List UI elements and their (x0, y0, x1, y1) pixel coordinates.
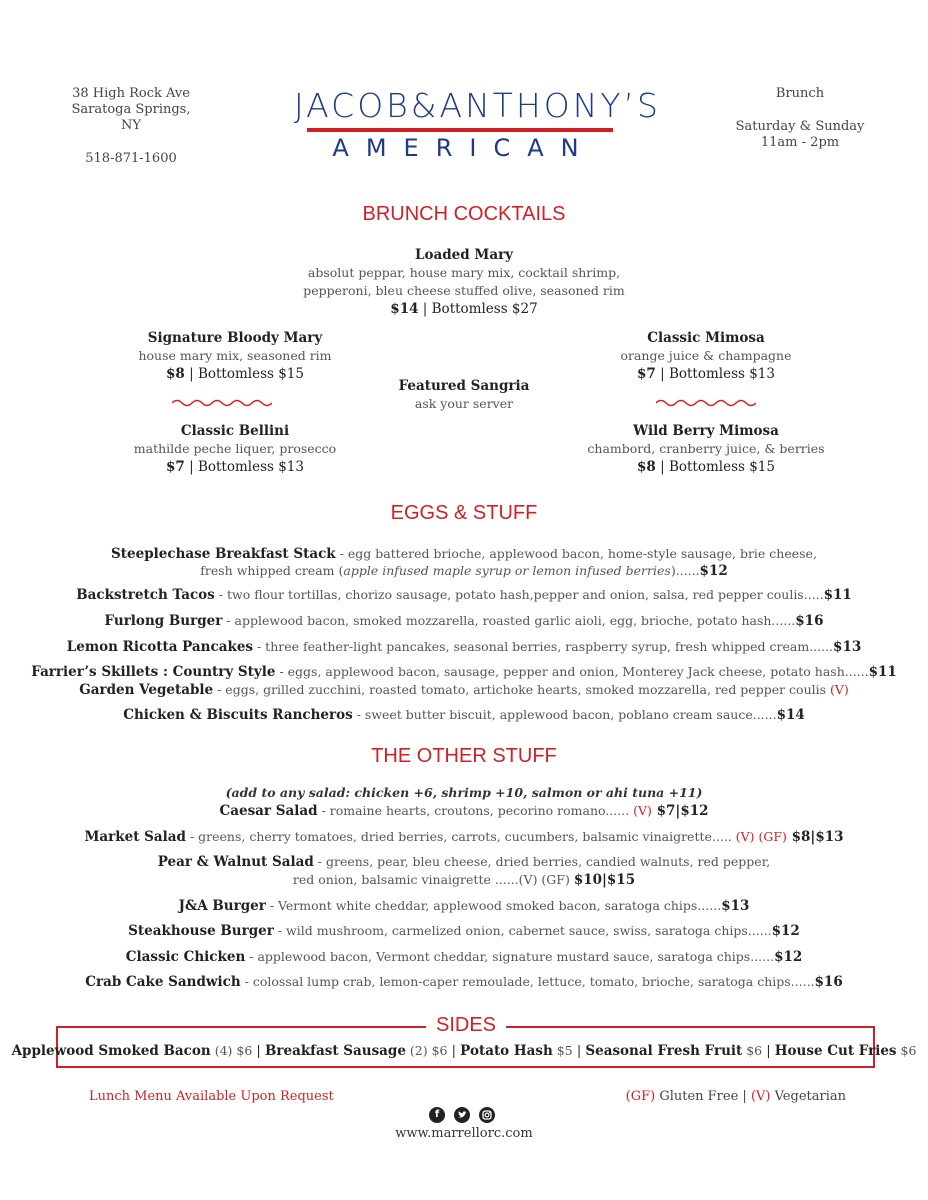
item-price: $12 (699, 563, 728, 579)
item-name: Loaded Mary (414, 247, 514, 263)
twitter-icon[interactable] (454, 1107, 470, 1123)
squiggle-divider-right (656, 398, 756, 408)
item-name: Pear & Walnut Salad (157, 854, 314, 870)
item-desc: red onion, balsamic vinaigrette ......(V) (GF) (292, 872, 574, 887)
separator: | (572, 1044, 586, 1059)
side-price: $6 (431, 1043, 448, 1058)
menu-item-farriers-skillets (0, 663, 928, 681)
item-desc: house mary mix, seasoned rim (138, 348, 332, 363)
lunch-menu-note: Lunch Menu Available Upon Request (89, 1089, 334, 1104)
meal-label: Brunch (775, 86, 825, 101)
item-desc: - romaine hearts, croutons, pecorino romano...... (317, 803, 634, 818)
section-title-eggs: EGGS & STUFF (390, 502, 538, 524)
logo-red-bar (307, 128, 613, 132)
separator: | (422, 301, 428, 317)
vegetarian-label: Vegetarian (770, 1089, 846, 1104)
loaded-mary (0, 246, 928, 318)
diet-legend (560, 1089, 846, 1104)
item-name: Classic Bellini (180, 423, 290, 439)
menu-item-pear-walnut-salad (0, 853, 928, 871)
side-name: House Cut Fries (774, 1043, 897, 1059)
section-title-sides: SIDES (426, 1014, 506, 1037)
item-name: Furlong Burger (104, 613, 223, 629)
paren-open: ( (338, 563, 344, 578)
item-desc-italic: apple infused maple syrup or lemon infused berries (343, 563, 671, 578)
separator: | (762, 1044, 775, 1059)
item-name: Crab Cake Sandwich (85, 974, 241, 990)
item-desc: - colossal lump crab, lemon-caper remoulade, lettuce, tomato, brioche, saratoga chips...... (240, 974, 815, 989)
menu-item-ja-burger (0, 897, 928, 915)
address-line2: Saratoga Springs, NY (71, 102, 191, 133)
menu-item-backstretch-tacos (0, 586, 928, 604)
side-name: Potato Hash (460, 1043, 553, 1059)
item-name: Classic Chicken (125, 949, 246, 965)
item-price: $13 (721, 898, 750, 914)
bottomless-price: Bottomless $15 (197, 366, 304, 382)
phone-number: 518-871-1600 (85, 151, 177, 166)
menu-item-garden-vegetable (0, 681, 928, 699)
item-desc: ask your server (414, 396, 514, 411)
item-desc: - eggs, applewood bacon, sausage, pepper and onion, Monterey Jack cheese, potato hash...... (275, 664, 869, 679)
separator: | (189, 459, 194, 475)
item-desc: fresh whipped cream (200, 563, 339, 578)
item-price: $14 (390, 301, 419, 317)
menu-item-steeplechase-cont (0, 562, 928, 580)
paren-close: ) (670, 563, 676, 578)
bottomless-price: Bottomless $13 (197, 459, 304, 475)
item-desc: - applewood bacon, smoked mozzarella, roasted garlic aioli, egg, brioche, potato hash...... (222, 613, 796, 628)
salad-addon-note: (add to any salad: chicken +6, shrimp +10, salmon or ahi tuna +11) (225, 785, 703, 800)
item-name: Steakhouse Burger (128, 923, 274, 939)
item-desc: chambord, cranberry juice, & berries (587, 441, 825, 456)
item-desc: - greens, pear, bleu cheese, dried berries, candied walnuts, red pepper, (313, 854, 771, 869)
vegetarian-tag: (V) (633, 803, 652, 818)
item-name: Classic Mimosa (647, 330, 765, 346)
menu-item-lemon-ricotta (0, 638, 928, 656)
item-name: Caesar Salad (219, 803, 318, 819)
item-price: $7 (165, 459, 185, 475)
classic-bellini (95, 422, 375, 476)
classic-mimosa (581, 329, 831, 383)
menu-item-crab-cake-sandwich (0, 973, 928, 991)
item-name: Chicken & Biscuits Rancheros (123, 707, 353, 723)
separator: | (660, 459, 665, 475)
signature-bloody-mary (110, 329, 360, 383)
address-line1: 38 High Rock Ave (72, 86, 190, 101)
menu-item-pear-walnut-salad-cont (0, 871, 928, 889)
item-desc: - greens, cherry tomatoes, dried berries, carrots, cucumbers, balsamic vinaigrette..... (185, 829, 736, 844)
facebook-icon[interactable]: f (429, 1107, 445, 1123)
featured-sangria (364, 377, 564, 413)
item-name: Signature Bloody Mary (147, 330, 323, 346)
item-price: $8 (636, 459, 656, 475)
item-price: $8|$13 (786, 829, 844, 845)
logo-bottom-text: AMERICAN (332, 134, 596, 162)
item-name: Lemon Ricotta Pancakes (66, 639, 254, 655)
side-price: $6 (900, 1043, 917, 1058)
item-desc: - egg battered brioche, applewood bacon, home-style sausage, brie cheese, (335, 546, 817, 561)
item-desc: - eggs, grilled zucchini, roasted tomato, artichoke hearts, smoked mozzarella, red pepper coulis (213, 682, 831, 697)
item-price: $8 (165, 366, 185, 382)
item-desc: orange juice & champagne (620, 348, 792, 363)
days-label: Saturday & Sunday (735, 119, 865, 134)
vegetarian-tag: (V) (830, 682, 849, 697)
section-title-cocktails: BRUNCH COCKTAILS (362, 203, 566, 225)
item-desc: - two flour tortillas, chorizo sausage, potato hash,pepper and onion, salsa, red pepper coulis..... (214, 587, 824, 602)
address-block (66, 86, 196, 167)
logo-top-text: JACOB&ANTHONY’S (294, 86, 661, 125)
menu-item-classic-chicken (0, 948, 928, 966)
menu-item-caesar-salad (0, 802, 928, 820)
item-name: Featured Sangria (398, 378, 530, 394)
item-desc: absolut peppar, house mary mix, cocktail shrimp, (307, 265, 621, 280)
item-desc: - sweet butter biscuit, applewood bacon, poblano cream sauce...... (352, 707, 777, 722)
item-name: Steeplechase Breakfast Stack (111, 546, 336, 562)
bottomless-price: Bottomless $15 (668, 459, 775, 475)
item-price: $12 (774, 949, 803, 965)
sides-list (0, 1042, 928, 1060)
legend-separator: | (742, 1089, 747, 1104)
item-price: $11 (868, 664, 897, 680)
dots: ...... (675, 563, 700, 578)
item-price: $14 (776, 707, 805, 723)
item-name: Garden Vegetable (79, 682, 214, 698)
hours-block (730, 86, 870, 151)
side-name: Breakfast Sausage (264, 1043, 406, 1059)
wild-berry-mimosa (571, 422, 841, 476)
item-name: Farrier’s Skillets : Country Style (31, 664, 276, 680)
menu-item-furlong-burger (0, 612, 928, 630)
item-desc: mathilde peche liquer, prosecco (133, 441, 337, 456)
separator: | (447, 1044, 461, 1059)
side-note: (4) (210, 1043, 237, 1058)
gluten-free-label: Gluten Free (655, 1089, 743, 1104)
side-name: Seasonal Fresh Fruit (585, 1043, 743, 1059)
separator: | (252, 1044, 265, 1059)
menu-item-steeplechase (0, 545, 928, 563)
side-price: $6 (746, 1043, 763, 1058)
vegetarian-tag: (V) (735, 829, 755, 844)
menu-item-chicken-biscuits (0, 706, 928, 724)
menu-item-steakhouse-burger (0, 922, 928, 940)
side-name: Applewood Smoked Bacon (11, 1043, 211, 1059)
item-name: J&A Burger (178, 898, 266, 914)
item-price: $7 (636, 366, 656, 382)
separator: | (189, 366, 194, 382)
gluten-free-tag: (GF) (625, 1089, 656, 1104)
item-name: Backstretch Tacos (76, 587, 215, 603)
instagram-icon[interactable] (479, 1107, 495, 1123)
bottomless-price: Bottomless $13 (668, 366, 775, 382)
item-name: Market Salad (84, 829, 186, 845)
item-price: $13 (833, 639, 862, 655)
item-desc: - wild mushroom, carmelized onion, cabernet sauce, swiss, saratoga chips...... (273, 923, 772, 938)
item-price: $11 (823, 587, 852, 603)
side-note: (2) (405, 1043, 432, 1058)
side-price: $6 (236, 1043, 253, 1058)
item-price: $16 (814, 974, 843, 990)
item-desc: - applewood bacon, Vermont cheddar, signature mustard sauce, saratoga chips...... (245, 949, 775, 964)
item-desc: - Vermont white cheddar, applewood smoked bacon, saratoga chips...... (265, 898, 722, 913)
section-title-other: THE OTHER STUFF (371, 745, 557, 767)
item-price: $7|$12 (651, 803, 709, 819)
bottomless-price: Bottomless $27 (431, 301, 538, 317)
side-price: $5 (556, 1043, 573, 1058)
menu-item-market-salad (0, 828, 928, 846)
separator: | (660, 366, 665, 382)
item-price: $12 (771, 923, 800, 939)
item-name: Wild Berry Mimosa (633, 423, 779, 439)
vegetarian-tag: (V) (746, 1089, 771, 1104)
gluten-free-tag: (GF) (758, 829, 787, 844)
squiggle-divider-left (172, 398, 272, 408)
item-desc: - three feather-light pancakes, seasonal berries, raspberry syrup, fresh whipped cream...... (253, 639, 834, 654)
hours-label: 11am - 2pm (760, 135, 840, 150)
website-link[interactable]: www.marrellorc.com (395, 1126, 533, 1141)
item-price: $16 (795, 613, 824, 629)
item-price: $10|$15 (573, 872, 636, 888)
item-desc: pepperoni, bleu cheese stuffed olive, seasoned rim (303, 283, 625, 298)
